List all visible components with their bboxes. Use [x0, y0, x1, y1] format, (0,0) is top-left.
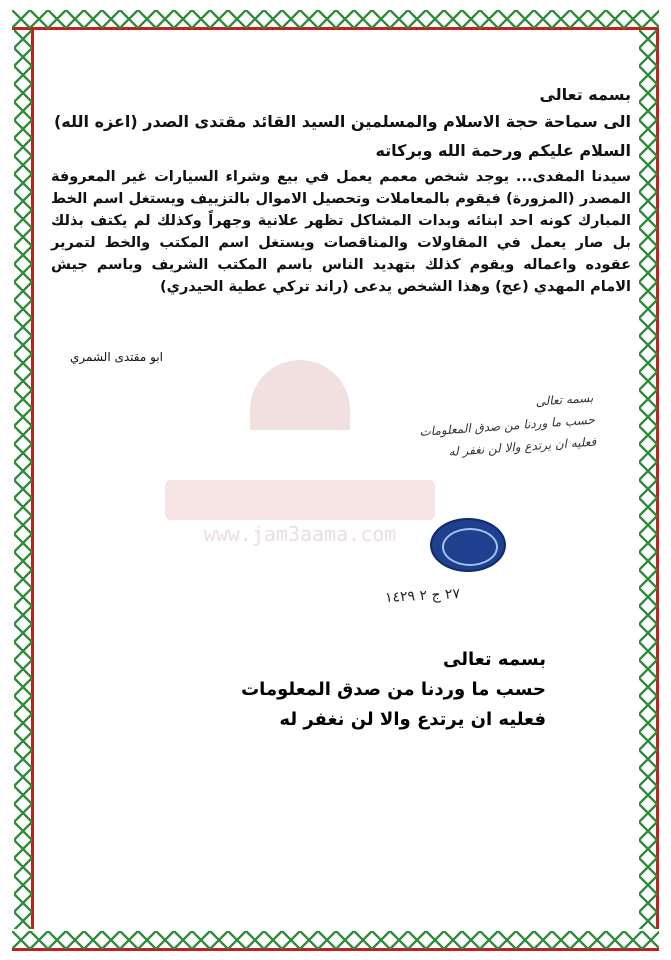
- handwritten-line-1: بسمه تعالى: [535, 390, 594, 409]
- watermark-band: [165, 480, 435, 520]
- handwritten-line-2: حسب ما وردنا من صدق المعلومات: [419, 412, 596, 439]
- watermark-url: www.jam3aama.com: [203, 522, 397, 546]
- decorative-border-right: [637, 30, 659, 930]
- decorative-border-left: [12, 30, 34, 930]
- handwritten-line-3: فعليه ان يرتدع والا لن نغفر له: [448, 434, 597, 459]
- typed-transcription: [146, 645, 546, 735]
- seal-inner-ring: [442, 528, 498, 566]
- date-stamp: ٢٧ ج ٢ ١٤٢٩: [384, 586, 461, 606]
- official-seal: [430, 518, 506, 572]
- typed-letter: [51, 75, 631, 298]
- watermark-dome-shape: [250, 360, 350, 430]
- letter-signature: ابو مقتدى الشمري: [70, 350, 163, 364]
- decorative-border-bottom: [12, 929, 659, 951]
- decorative-border-top: [12, 8, 659, 30]
- letter-greeting: السلام عليكم ورحمة الله وبركاته: [375, 141, 631, 160]
- letter-body: سيدنا المفدى... يوجد شخص معمم يعمل في بيع وشراء السيارات غير المعروفة المصدر (المزورة) فيقوم بالمعاملات وتحصيل الاموال بالتزييف ويستغل اسم الخط المبارك كونه احد ابنائه وبدات المشاكل تظهر علانية وجهراً وكذلك لم يكتف بذلك بل صار يعمل في المقاولات والمناقصات ويستغل اسم المكتب والخط لتمرير عقوده واعماله ويقوم كذلك بتهديد الناس باسم المكتب الشريف وباسم جيش الامام المهدي (عج) وهذا الشخص يدعى (راند تركي عطية الحيدري): [51, 169, 631, 295]
- transcription-line-1: بسمه تعالى: [443, 649, 546, 670]
- transcription-line-2: حسب ما وردنا من صدق المعلومات: [241, 679, 546, 700]
- letter-salutation: بسمه تعالى: [539, 85, 631, 104]
- transcription-line-3: فعليه ان يرتدع والا لن نغفر له: [279, 709, 546, 730]
- letter-recipient: الى سماحة حجة الاسلام والمسلمين السيد القائد مقتدى الصدر (اعزه الله): [53, 112, 631, 131]
